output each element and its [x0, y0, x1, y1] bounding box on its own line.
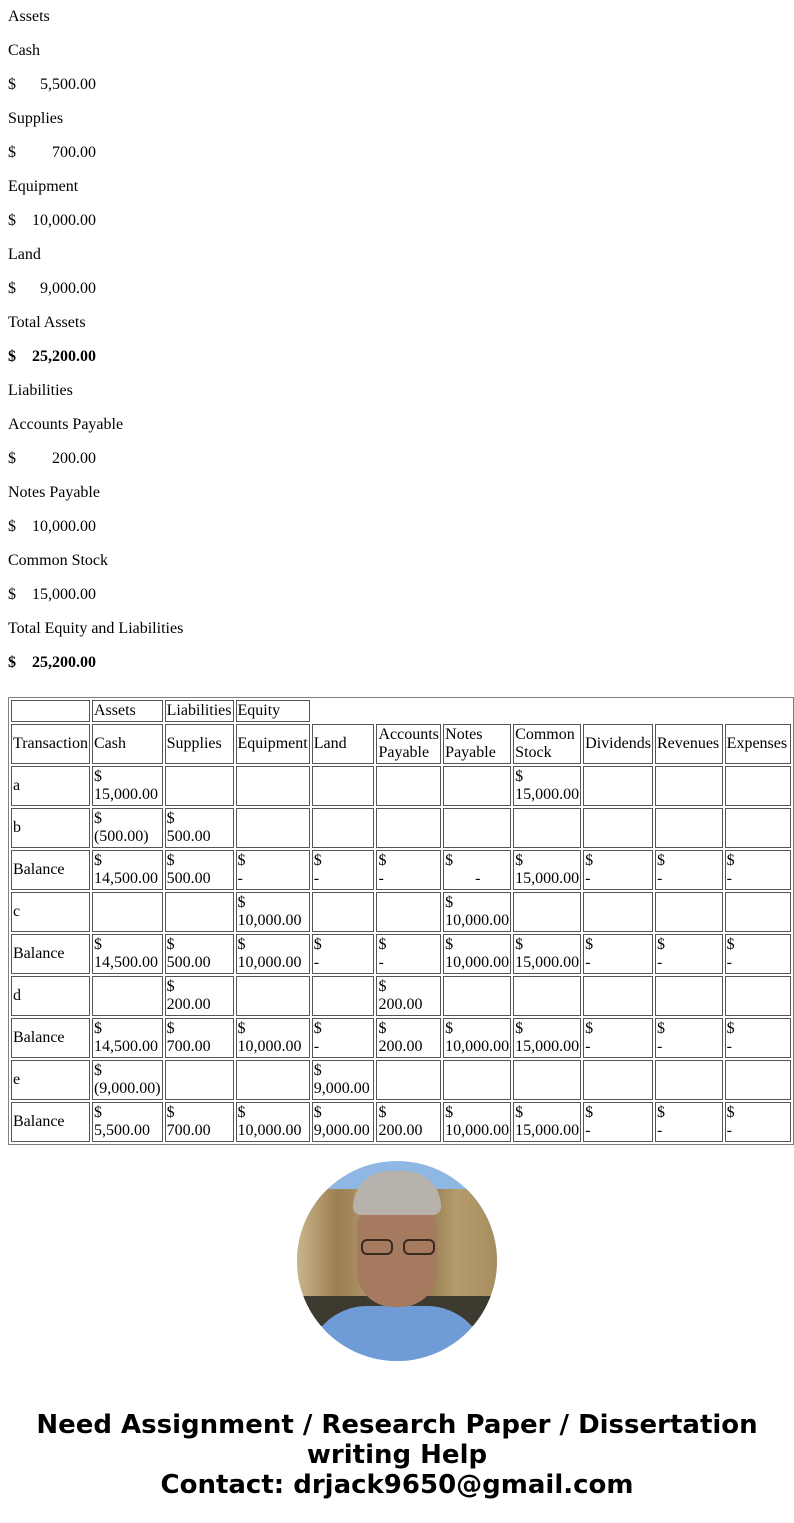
table-row [11, 1060, 791, 1100]
column-header-cash: Cash [92, 724, 163, 764]
cell-value: (500.00) [93, 828, 149, 845]
currency-symbol: $ [8, 144, 16, 161]
liabilities-heading: Liabilities [8, 382, 73, 399]
group-header-row [11, 700, 791, 722]
currency-symbol: $ [8, 76, 16, 93]
cell-value: - [726, 870, 732, 887]
column-header-expenses: Expenses [725, 724, 791, 764]
cell-value: - [378, 870, 384, 887]
cell-currency: $ [166, 810, 175, 827]
table-cell [443, 976, 511, 1016]
cell-value: - [726, 954, 732, 971]
table-cell [513, 976, 581, 1016]
empty-cell [583, 700, 653, 722]
cell-value: 14,500.00 [93, 870, 158, 887]
accounts-payable-value: 200.00 [52, 450, 96, 467]
table-cell [725, 1060, 791, 1100]
photo-hair [353, 1171, 441, 1215]
column-header-common-stock: Common Stock [513, 724, 581, 764]
cell-currency: $ [166, 852, 175, 869]
common-stock-amount [8, 586, 786, 620]
cell-value: 14,500.00 [93, 1038, 158, 1055]
table-row [11, 808, 791, 848]
table-cell [583, 766, 653, 806]
cell-value: - [585, 1122, 591, 1139]
cell-value: - [378, 954, 384, 971]
equipment-label: Equipment [8, 178, 79, 195]
cell-value: 15,000.00 [515, 786, 580, 803]
table-row [11, 1102, 791, 1142]
table-cell [236, 1102, 310, 1142]
table-cell [376, 808, 441, 848]
table-cell [583, 1018, 653, 1058]
promo-line-1: Need Assignment / Research Paper / Dissertation [36, 1410, 758, 1440]
table-cell [376, 850, 441, 890]
table-cell [236, 976, 310, 1016]
cell-currency: $ [313, 1062, 322, 1079]
transaction-label: Balance [11, 850, 90, 890]
table-cell [376, 934, 441, 974]
notes-payable-label: Notes Payable [8, 484, 100, 501]
table-cell [165, 808, 234, 848]
table-cell [92, 850, 163, 890]
table-cell [312, 1060, 375, 1100]
table-cell [236, 892, 310, 932]
photo-glasses [361, 1239, 435, 1255]
transaction-label: d [11, 976, 90, 1016]
cell-currency: $ [585, 1020, 594, 1037]
cell-value: 10,000.00 [237, 1038, 302, 1055]
cell-currency: $ [378, 936, 387, 953]
column-header-accounts-payable: Accounts Payable [376, 724, 441, 764]
table-cell [655, 892, 723, 932]
cell-value: 15,000.00 [515, 1122, 580, 1139]
table-cell [165, 892, 234, 932]
cell-currency: $ [378, 1020, 387, 1037]
transaction-label: Balance [11, 934, 90, 974]
total-assets-amount [8, 348, 786, 382]
supplies-label: Supplies [8, 110, 64, 127]
column-header-revenues: Revenues [655, 724, 723, 764]
group-header-blank [11, 700, 90, 722]
table-cell [376, 766, 441, 806]
cell-currency: $ [515, 936, 524, 953]
table-row [11, 766, 791, 806]
land-amount [8, 280, 786, 314]
cell-currency: $ [166, 936, 175, 953]
table-cell [513, 892, 581, 932]
cell-value: 200.00 [378, 1038, 423, 1055]
notes-payable-value: 10,000.00 [32, 518, 96, 535]
table-cell [312, 976, 375, 1016]
cell-value: 10,000.00 [237, 912, 302, 929]
cell-value: - [313, 870, 320, 887]
table-cell [92, 934, 163, 974]
cell-value: 15,000.00 [515, 1038, 580, 1055]
cell-value: - [585, 870, 591, 887]
group-header-liabilities: Liabilities [165, 700, 234, 722]
table-cell [376, 1102, 441, 1142]
empty-cell [655, 700, 723, 722]
cell-value: 500.00 [166, 954, 211, 971]
cell-currency: $ [378, 852, 387, 869]
promo-contact: Contact: drjack9650@gmail.com [160, 1470, 634, 1500]
empty-cell [443, 700, 511, 722]
currency-symbol: $ [8, 586, 16, 603]
cell-currency: $ [378, 978, 387, 995]
table-cell [655, 850, 723, 890]
table-row [11, 892, 791, 932]
table-cell [312, 1018, 375, 1058]
cell-value: 10,000.00 [237, 954, 302, 971]
table-cell [655, 934, 723, 974]
cell-currency: $ [656, 852, 665, 869]
column-header-notes-payable: Notes Payable [443, 724, 511, 764]
cell-currency: $ [445, 936, 454, 953]
cell-currency: $ [237, 936, 246, 953]
group-header-assets: Assets [92, 700, 163, 722]
common-stock-value: 15,000.00 [32, 586, 96, 603]
cell-value: - [313, 954, 320, 971]
empty-cell [312, 700, 375, 722]
table-cell [443, 850, 511, 890]
table-cell [443, 1102, 511, 1142]
table-cell [312, 934, 375, 974]
table-cell [312, 766, 375, 806]
table-cell [165, 1102, 234, 1142]
cell-currency: $ [313, 936, 322, 953]
cell-currency: $ [585, 1104, 594, 1121]
column-header-equipment: Equipment [236, 724, 310, 764]
supplies-amount [8, 144, 786, 178]
cell-value: - [475, 870, 481, 887]
table-cell [725, 1018, 791, 1058]
cell-value: 10,000.00 [445, 1122, 510, 1139]
cell-currency: $ [515, 1020, 524, 1037]
cell-currency: $ [656, 1104, 665, 1121]
cell-currency: $ [237, 894, 246, 911]
table-cell [376, 976, 441, 1016]
table-cell [513, 808, 581, 848]
table-cell [376, 892, 441, 932]
cell-currency: $ [445, 894, 454, 911]
cell-currency: $ [313, 852, 322, 869]
table-cell [92, 1102, 163, 1142]
currency-symbol: $ [8, 212, 16, 229]
table-cell [443, 766, 511, 806]
cell-value: 10,000.00 [237, 1122, 302, 1139]
currency-symbol: $ [8, 654, 16, 671]
promo-banner [0, 1410, 794, 1500]
notes-payable-amount [8, 518, 786, 552]
cell-value: 10,000.00 [445, 1038, 510, 1055]
cell-value: 200.00 [378, 996, 423, 1013]
cell-value: - [656, 954, 663, 971]
cell-currency: $ [166, 1104, 175, 1121]
table-cell [443, 1018, 511, 1058]
equipment-value: 10,000.00 [32, 212, 96, 229]
group-header-equity: Equity [236, 700, 310, 722]
table-cell [583, 934, 653, 974]
cell-value: - [585, 954, 591, 971]
currency-symbol: $ [8, 518, 16, 535]
currency-symbol: $ [8, 348, 16, 365]
table-cell [92, 1018, 163, 1058]
transaction-label: a [11, 766, 90, 806]
table-cell [165, 976, 234, 1016]
table-cell [655, 1018, 723, 1058]
cell-value: - [656, 1038, 663, 1055]
transaction-label: Balance [11, 1018, 90, 1058]
transaction-label: Balance [11, 1102, 90, 1142]
cell-currency: $ [237, 1020, 246, 1037]
cell-value: - [726, 1038, 732, 1055]
table-cell [165, 766, 234, 806]
table-cell [725, 934, 791, 974]
cell-currency: $ [93, 936, 102, 953]
table-cell [583, 1060, 653, 1100]
assets-heading: Assets [8, 8, 50, 25]
cell-currency: $ [237, 852, 246, 869]
table-cell [583, 808, 653, 848]
equipment-amount [8, 212, 786, 246]
table-body [11, 766, 791, 1142]
table-row [11, 850, 791, 890]
empty-cell [376, 700, 441, 722]
cell-value: 15,000.00 [515, 870, 580, 887]
cash-label: Cash [8, 42, 40, 59]
cell-value: 9,000.00 [313, 1122, 370, 1139]
table-cell [236, 934, 310, 974]
table-row [11, 1018, 791, 1058]
table-cell [312, 1102, 375, 1142]
cell-currency: $ [656, 1020, 665, 1037]
table-cell [513, 1102, 581, 1142]
table-cell [443, 1060, 511, 1100]
cell-value: - [313, 1038, 320, 1055]
cell-value: 5,500.00 [93, 1122, 150, 1139]
table-cell [312, 892, 375, 932]
land-label: Land [8, 246, 41, 263]
column-header-row [11, 724, 791, 764]
cell-value: (9,000.00) [93, 1080, 161, 1097]
table-cell [513, 934, 581, 974]
table-cell [165, 934, 234, 974]
cell-currency: $ [93, 810, 102, 827]
cell-value: 9,000.00 [313, 1080, 370, 1097]
table-cell [236, 766, 310, 806]
table-cell [655, 1060, 723, 1100]
table-cell [513, 1018, 581, 1058]
cell-currency: $ [656, 936, 665, 953]
table-cell [443, 934, 511, 974]
transaction-label: e [11, 1060, 90, 1100]
table-cell [236, 1060, 310, 1100]
total-assets-label: Total Assets [8, 314, 86, 331]
cell-currency: $ [93, 768, 102, 785]
cell-currency: $ [445, 1020, 454, 1037]
cell-value: - [656, 1122, 663, 1139]
cell-currency: $ [726, 1020, 735, 1037]
cell-value: 500.00 [166, 870, 211, 887]
table-cell [92, 976, 163, 1016]
currency-symbol: $ [8, 450, 16, 467]
cell-value: - [237, 870, 243, 887]
table-cell [165, 850, 234, 890]
transaction-label: b [11, 808, 90, 848]
accounts-payable-label: Accounts Payable [8, 416, 124, 433]
table-cell [513, 766, 581, 806]
cell-value: 200.00 [378, 1122, 423, 1139]
cell-value: 15,000.00 [515, 954, 580, 971]
transaction-table-container [8, 697, 794, 1145]
table-row [11, 976, 791, 1016]
table-cell [92, 892, 163, 932]
table-row [11, 934, 791, 974]
table-cell [513, 850, 581, 890]
total-equity-liabilities-amount [8, 654, 786, 688]
cell-value: 700.00 [166, 1038, 211, 1055]
column-header-dividends: Dividends [583, 724, 653, 764]
cell-currency: $ [515, 768, 524, 785]
table-cell [312, 808, 375, 848]
cell-currency: $ [378, 1104, 387, 1121]
table-cell [655, 808, 723, 848]
table-cell [236, 1018, 310, 1058]
cell-currency: $ [585, 852, 594, 869]
accounts-payable-amount [8, 450, 786, 484]
currency-symbol: $ [8, 280, 16, 297]
cell-value: 500.00 [166, 828, 211, 845]
table-cell [583, 976, 653, 1016]
cell-currency: $ [93, 1104, 102, 1121]
cell-currency: $ [93, 1020, 102, 1037]
total-assets-value: 25,200.00 [32, 348, 96, 365]
table-cell [165, 1060, 234, 1100]
table-cell [376, 1018, 441, 1058]
table-cell [165, 1018, 234, 1058]
cell-currency: $ [166, 1020, 175, 1037]
cell-currency: $ [313, 1104, 322, 1121]
cell-currency: $ [515, 852, 524, 869]
table-cell [92, 1060, 163, 1100]
cell-currency: $ [445, 852, 454, 869]
table-cell [725, 766, 791, 806]
table-cell [725, 1102, 791, 1142]
cell-currency: $ [93, 1062, 102, 1079]
cell-value: - [656, 870, 663, 887]
transaction-table [8, 697, 794, 1145]
table-cell [725, 808, 791, 848]
table-cell [655, 766, 723, 806]
empty-cell [725, 700, 791, 722]
cell-value: 10,000.00 [445, 912, 510, 929]
table-cell [236, 850, 310, 890]
total-equity-liabilities-value: 25,200.00 [32, 654, 96, 671]
common-stock-label: Common Stock [8, 552, 109, 569]
table-cell [443, 808, 511, 848]
table-cell [583, 850, 653, 890]
table-cell [236, 808, 310, 848]
total-equity-liabilities-label: Total Equity and Liabilities [8, 620, 184, 637]
author-photo [297, 1161, 497, 1361]
cell-value: 15,000.00 [93, 786, 158, 803]
land-value: 9,000.00 [40, 280, 96, 297]
table-cell [655, 1102, 723, 1142]
cell-currency: $ [515, 1104, 524, 1121]
cell-currency: $ [166, 978, 175, 995]
table-cell [92, 766, 163, 806]
table-cell [513, 1060, 581, 1100]
cash-value: 5,500.00 [40, 76, 96, 93]
table-cell [725, 850, 791, 890]
table-cell [583, 1102, 653, 1142]
cell-currency: $ [726, 936, 735, 953]
table-cell [725, 892, 791, 932]
promo-line-2: writing Help [306, 1440, 488, 1470]
cell-value: - [585, 1038, 591, 1055]
cell-value: 700.00 [166, 1122, 211, 1139]
table-cell [655, 976, 723, 1016]
supplies-value: 700.00 [52, 144, 96, 161]
cell-currency: $ [93, 852, 102, 869]
table-cell [92, 808, 163, 848]
cell-currency: $ [445, 1104, 454, 1121]
cash-amount [8, 76, 786, 110]
column-header-supplies: Supplies [165, 724, 234, 764]
column-header-transaction: Transaction [11, 724, 90, 764]
cell-currency: $ [313, 1020, 322, 1037]
cell-currency: $ [726, 852, 735, 869]
empty-cell [513, 700, 581, 722]
table-cell [443, 892, 511, 932]
column-header-land: Land [312, 724, 375, 764]
table-cell [583, 892, 653, 932]
table-cell [725, 976, 791, 1016]
cell-currency: $ [726, 1104, 735, 1121]
cell-currency: $ [585, 936, 594, 953]
transaction-label: c [11, 892, 90, 932]
cell-value: 10,000.00 [445, 954, 510, 971]
cell-value: 200.00 [166, 996, 211, 1013]
table-cell [376, 1060, 441, 1100]
cell-value: - [726, 1122, 732, 1139]
table-cell [312, 850, 375, 890]
cell-value: 14,500.00 [93, 954, 158, 971]
balance-sheet [0, 8, 794, 688]
cell-currency: $ [237, 1104, 246, 1121]
